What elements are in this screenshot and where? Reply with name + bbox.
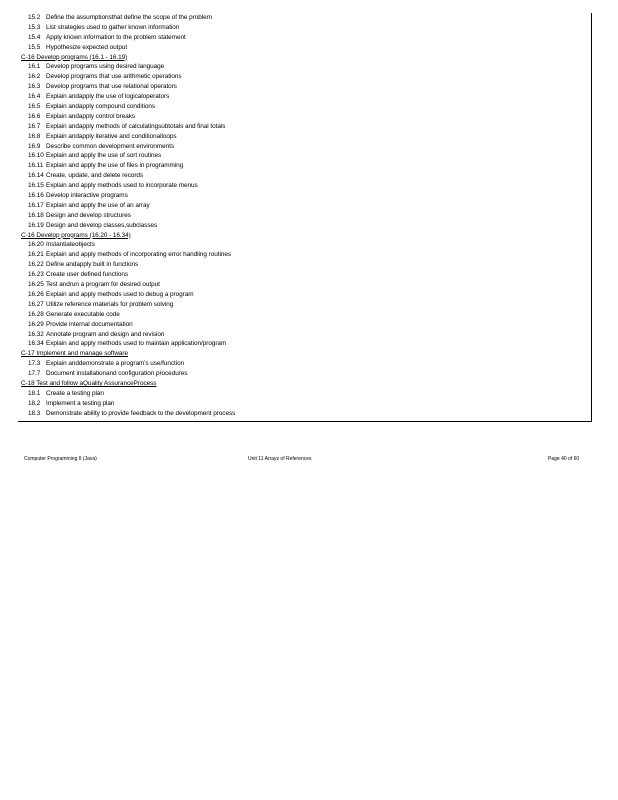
item-text: Test andrun a program for desired output xyxy=(46,281,160,289)
competency-item xyxy=(18,82,588,92)
competency-item xyxy=(18,369,588,379)
competency-item xyxy=(18,102,588,112)
item-number: 16.18 xyxy=(28,211,44,219)
item-number: 16.17 xyxy=(28,201,44,209)
item-number: 16.26 xyxy=(28,290,44,298)
item-number: 16.27 xyxy=(28,300,44,308)
competency-item xyxy=(18,181,588,191)
item-number: 16.21 xyxy=(28,251,44,259)
competency-item xyxy=(18,191,588,201)
footer-unit-title: Unit 11 Arrays of References xyxy=(248,456,312,462)
competency-heading: C-16 Develop programs (16.20 - 16.34) xyxy=(21,231,131,239)
competency-item xyxy=(18,221,588,231)
item-text: Create, update, and delete records xyxy=(46,172,144,180)
item-number: 18.1 xyxy=(28,389,41,397)
item-text: Explain and apply methods of incorporating error handling routines xyxy=(46,251,231,259)
item-text: Explain and apply methods used to debug a program xyxy=(46,290,194,298)
competency-item xyxy=(18,399,588,409)
item-text: Explain andapply control breaks xyxy=(46,112,136,120)
item-number: 16.3 xyxy=(28,83,41,91)
item-text: Explain anddemonstrate a program's use/function xyxy=(46,360,185,368)
competency-item xyxy=(18,359,588,369)
item-number: 17.3 xyxy=(28,360,41,368)
item-number: 16.19 xyxy=(28,221,44,229)
item-text: Define andapply built in functions xyxy=(46,261,139,269)
competency-outline xyxy=(18,13,588,419)
item-text: Implement a testing plan xyxy=(46,399,115,407)
competency-item xyxy=(18,211,588,221)
competency-item xyxy=(18,122,588,132)
item-number: 16.34 xyxy=(28,340,44,348)
competency-item xyxy=(18,72,588,82)
item-text: Develop programs that use arithmetic operations xyxy=(46,73,182,81)
item-number: 15.3 xyxy=(28,23,41,31)
item-text: Hypothesize expected output xyxy=(46,43,128,51)
competency-item xyxy=(18,270,588,280)
competency-item xyxy=(18,409,588,419)
item-number: 16.8 xyxy=(28,132,41,140)
competency-item xyxy=(18,161,588,171)
item-text: Design and develop classes,subclasses xyxy=(46,221,158,229)
competency-heading: C-16 Develop programs (16.1 - 16.19) xyxy=(21,53,128,61)
item-number: 16.28 xyxy=(28,310,44,318)
footer-course-title: Computer Programming II (Java) xyxy=(24,456,97,462)
item-text: Explain and apply methods used to incorporate menus xyxy=(46,182,198,190)
competency-item xyxy=(18,151,588,161)
item-text: Annotate program and design and revision xyxy=(46,330,165,338)
item-number: 16.20 xyxy=(28,241,44,249)
item-text: Explain andapply iterative and conditionalloops xyxy=(46,132,177,140)
page-footer xyxy=(0,454,618,464)
item-number: 16.14 xyxy=(28,172,44,180)
competency-heading: C-17 Implement and manage software xyxy=(21,350,128,358)
item-number: 16.23 xyxy=(28,271,44,279)
item-text: Explain andapply the use of logicaloperators xyxy=(46,93,170,101)
competency-item xyxy=(18,142,588,152)
item-number: 16.6 xyxy=(28,112,41,120)
item-number: 16.5 xyxy=(28,103,41,111)
item-number: 16.9 xyxy=(28,142,41,150)
item-text: Describe common development environments xyxy=(46,142,175,150)
item-number: 16.16 xyxy=(28,192,44,200)
competency-item xyxy=(18,112,588,122)
item-number: 15.2 xyxy=(28,14,41,21)
competency-item xyxy=(18,13,588,23)
item-number: 16.15 xyxy=(28,182,44,190)
item-number: 16.29 xyxy=(28,320,44,328)
item-text: Instantiateobjects xyxy=(46,241,95,249)
competency-item xyxy=(18,330,588,340)
item-text: Create user defined functions xyxy=(46,271,129,279)
item-number: 16.4 xyxy=(28,93,41,101)
item-text: Provide internal documentation xyxy=(46,320,133,328)
item-number: 16.10 xyxy=(28,152,44,160)
item-text: Develop interactive programs xyxy=(46,192,128,200)
competency-item xyxy=(18,300,588,310)
item-text: Explain and apply the use of an array xyxy=(46,201,150,209)
item-text: Develop programs that use relational operators xyxy=(46,83,177,91)
footer-page-number: Page 40 of 60 xyxy=(548,456,580,462)
item-number: 15.5 xyxy=(28,43,41,51)
item-number: 15.4 xyxy=(28,33,41,41)
competency-item xyxy=(18,320,588,330)
item-number: 16.11 xyxy=(28,162,44,170)
competency-heading: C-18 Test and follow aQuality AssuranceProcess xyxy=(21,379,157,387)
competency-item xyxy=(18,260,588,270)
item-number: 16.7 xyxy=(28,122,41,130)
item-number: 16.25 xyxy=(28,281,44,289)
item-text: Utilize reference materials for problem solving xyxy=(46,300,174,308)
item-text: Define the assumptionsthat define the scope of the problem xyxy=(46,14,212,21)
competency-item xyxy=(18,201,588,211)
item-text: Explain and apply the use of sort routines xyxy=(46,152,162,160)
item-text: Explain and apply the use of files in programming xyxy=(46,162,184,170)
competency-item xyxy=(18,23,588,33)
item-text: List strategies used to gather known information xyxy=(46,23,180,31)
item-text: Develop programs using desired language xyxy=(46,63,165,71)
competency-item xyxy=(18,43,588,53)
competency-item xyxy=(18,339,588,349)
item-text: Explain andapply methods of calculatingsubtotals and final totals xyxy=(46,122,226,130)
item-text: Document installationand configuration procedures xyxy=(46,370,188,378)
item-number: 16.1 xyxy=(28,63,41,71)
item-text: Apply known information to the problem statement xyxy=(46,33,186,41)
competency-item xyxy=(18,171,588,181)
item-number: 16.32 xyxy=(28,330,44,338)
item-text: Create a testing plan xyxy=(46,389,104,397)
competency-item xyxy=(18,240,588,250)
item-number: 18.3 xyxy=(28,409,41,417)
competency-item xyxy=(18,33,588,43)
item-text: Generate executable code xyxy=(46,310,120,318)
competency-item xyxy=(18,280,588,290)
competency-item xyxy=(18,62,588,72)
item-text: Explain andapply compound conditions xyxy=(46,103,156,111)
item-number: 18.2 xyxy=(28,399,41,407)
competency-item xyxy=(18,389,588,399)
competency-item xyxy=(18,310,588,320)
competency-item xyxy=(18,132,588,142)
item-number: 17.7 xyxy=(28,370,41,378)
item-text: Design and develop structures xyxy=(46,211,131,219)
item-number: 16.22 xyxy=(28,261,44,269)
item-text: Demonstrate ability to provide feedback to the development process xyxy=(46,409,236,417)
competency-item xyxy=(18,92,588,102)
item-text: Explain and apply methods used to maintain application/program xyxy=(46,340,227,348)
competency-item xyxy=(18,290,588,300)
competency-item xyxy=(18,250,588,260)
item-number: 16.2 xyxy=(28,73,41,81)
